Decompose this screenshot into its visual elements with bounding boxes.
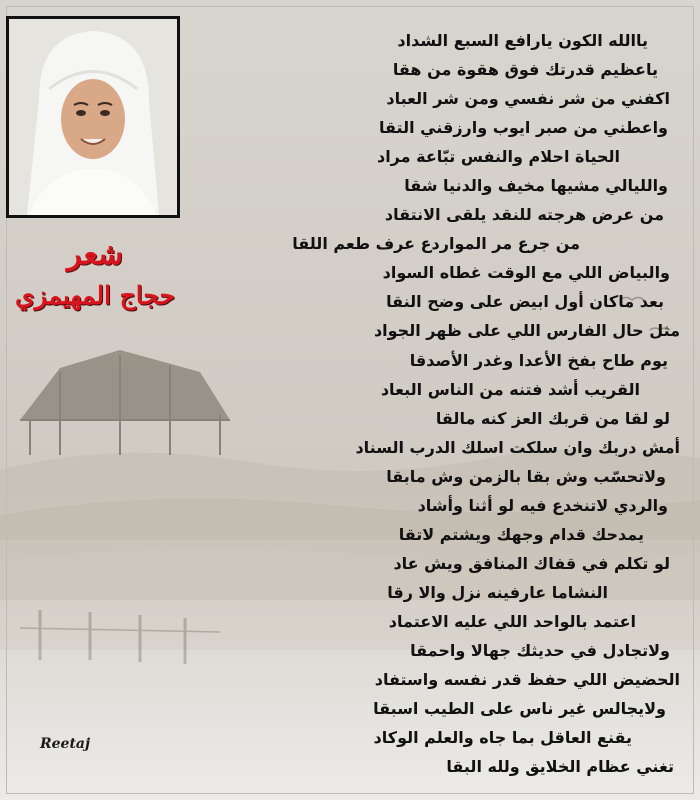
verse-line: بعد ماكان أول ابيض على وضح النقا [386,292,664,312]
verse-line: يمدحك قدام وجهك ويشتم لاتقا [398,524,644,544]
verse-line: ياالله الكون يارافع السبع الشداد [397,31,648,50]
verse-line: اكفني من شر نفسي ومن شر العباد [386,89,670,109]
verse-line: أمش دربك وان سلكت اسلك الدرب السناد [355,437,680,457]
verse-line: ياعظيم قدرتك فوق هقوة من هقا [392,60,658,80]
verse-line: الحياة احلام والنفس تبّاعة مراد [376,147,620,167]
verse-line: والردي لاتنخدع فيه لو أثنا وأشاد [417,495,668,515]
verse-line: ولايجالس غير ناس على الطيب اسبقا [373,699,666,719]
verse-line: الحضيض اللي حفظ قدر نفسه واستفاد [374,670,680,690]
verse-line: اعتمد بالواحد اللي عليه الاعتماد [388,611,636,631]
verse-line: ولاتجادل في حديثك جهالا واحمقا [410,640,670,660]
verse-line: من عرض هرجته للنقد يلقى الانتقاد [384,205,664,225]
verse-line: والليالي مشيها مخيف والدنيا شقا [404,176,668,196]
verse-line: من جرع مر المواردع عرف طعم اللقا [292,234,580,254]
verse-line: ولاتحسّب وش بقا بالزمن وش مابقا [386,466,666,486]
verse-line: لو لقا من قربك العز كنه مالقا [435,408,670,428]
verse-line: والبياض اللي مع الوقت غطاه السواد [382,263,670,283]
verse-line: واعطني من صبر ايوب وارزقني التقا [379,118,668,138]
verse-line: لو تكلم في قفاك المنافق ويش عاد [393,553,670,573]
verse-line: تغني عظام الخلايق ولله البقا [446,757,674,777]
poet-portrait [6,16,180,218]
verse-line: القريب أشد فتنه من الناس البعاد [380,379,640,399]
verse-line: يقنع العاقل بما جاه والعلم الوكاد [373,728,632,748]
portrait-image [9,19,177,215]
signature: Reetaj [40,736,91,752]
poet-name: حجاج المهيمزي [15,281,175,310]
verse-line: مثل حال الفارس اللي على ظهر الجواد [373,321,680,341]
verse-line: يوم طاح بفخ الأعدا وغدر الأصدقا [409,350,668,370]
verse-line: النشاما عارفينه نزل والا رقا [387,582,608,602]
poem-verses [190,26,688,781]
poet-label: شعر [66,237,124,272]
